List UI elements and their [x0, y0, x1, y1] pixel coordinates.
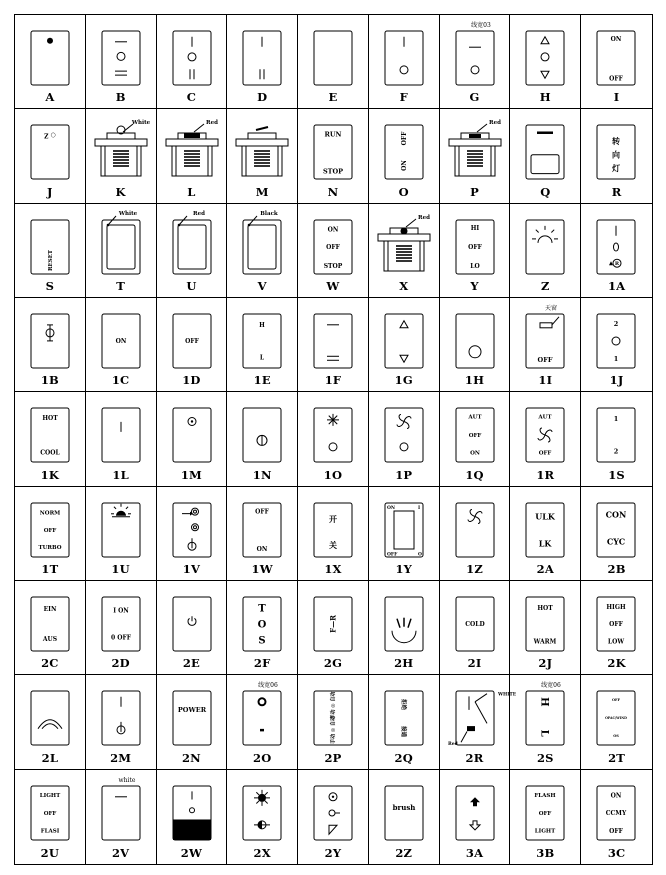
switch-legend-text: T — [258, 603, 267, 615]
switch-legend-text: OFF — [468, 433, 481, 440]
switch-legend-text: OFF — [612, 698, 621, 703]
switch-code-label: 1U — [111, 561, 130, 576]
switch-cell — [298, 109, 369, 203]
switch-legend-text: ○ Z — [44, 132, 56, 140]
switch-legend-text: F—R — [328, 615, 338, 633]
switch-code-label: M — [255, 184, 269, 199]
switch-code-label: 1D — [182, 373, 201, 388]
switch-cell — [440, 204, 511, 298]
switch-note: 线宽03 — [470, 22, 491, 29]
switch-code-label: 1M — [180, 467, 202, 482]
switch-cell — [15, 298, 86, 392]
switch-legend-text: 0 OFF — [110, 634, 131, 642]
switch-code-label: C — [186, 90, 197, 105]
svg-text:ON: ON — [386, 505, 395, 511]
switch-legend-text: L — [260, 354, 265, 362]
switch-cell — [510, 392, 581, 486]
switch-cell — [440, 675, 516, 769]
switch-cell — [15, 770, 86, 864]
switch-code-label: Y — [470, 278, 479, 293]
switch-legend-text: LIGHT — [39, 792, 61, 799]
switch-code-label: 1W — [251, 561, 273, 576]
switch-code-label: 1I — [538, 373, 553, 388]
switch-legend-text: FLASI — [40, 828, 60, 835]
switch-code-label: 1B — [40, 373, 59, 388]
switch-cell — [369, 581, 440, 675]
switch-legend-text: S — [258, 635, 266, 647]
switch-legend-text: H — [259, 321, 266, 329]
switch-legend-text: OFF — [609, 621, 624, 629]
switch-legend-text: POWER — [177, 706, 206, 715]
switch-code-label: 1P — [395, 467, 413, 482]
switch-code-label: B — [115, 90, 126, 105]
color-note: White — [118, 210, 137, 217]
switch-code-label: 2C — [41, 656, 59, 671]
switch-cell — [157, 204, 228, 298]
switch-legend-text: OFF — [609, 827, 624, 835]
switch-cell — [581, 392, 652, 486]
switch-code-label: 2V — [111, 845, 130, 860]
switch-legend-text: ON — [115, 338, 127, 346]
svg-text:O: O — [417, 552, 422, 558]
switch-cell — [86, 770, 157, 864]
switch-legend-text: OFF — [609, 75, 624, 83]
switch-note: 天窗 — [545, 305, 558, 312]
switch-legend-text: L — [538, 729, 550, 737]
switch-cell — [298, 675, 369, 769]
switch-code-label: 2I — [467, 656, 482, 671]
switch-code-label: 1R — [536, 467, 555, 482]
switch-cell — [369, 487, 440, 581]
switch-cell — [15, 581, 86, 675]
switch-cell — [157, 675, 228, 769]
switch-code-label: H — [539, 90, 551, 105]
switch-cell — [86, 109, 157, 203]
color-note: Red — [205, 120, 218, 127]
switch-code-label: 1Y — [395, 561, 413, 576]
switch-cell — [86, 15, 157, 109]
switch-legend-text: O — [257, 619, 267, 631]
switch-legend-text: CYC — [607, 536, 626, 547]
switch-legend-text: 2 — [613, 447, 619, 456]
switch-code-label: D — [257, 90, 268, 105]
switch-cell — [510, 298, 581, 392]
switch-cell — [440, 392, 511, 486]
switch-code-label: O — [398, 184, 409, 199]
switch-cell — [298, 581, 369, 675]
switch-cell — [369, 770, 440, 864]
switch-code-label: 2R — [465, 750, 484, 765]
switch-code-label: 1T — [41, 561, 59, 576]
switch-cell — [15, 675, 86, 769]
switch-code-label: 1C — [111, 373, 130, 388]
switch-code-label: 1H — [464, 373, 485, 388]
switch-legend-text: OFF — [400, 131, 408, 146]
switch-cell — [227, 770, 298, 864]
switch-code-label: 1K — [40, 467, 60, 482]
switch-legend-text: OFF — [537, 356, 553, 365]
switch-cell — [227, 581, 298, 675]
switch-legend-text: HOT — [42, 415, 58, 423]
switch-legend-text: TURBO — [38, 544, 62, 551]
color-note: Red — [417, 214, 430, 221]
switch-cell — [510, 15, 581, 109]
svg-text:Red: Red — [447, 742, 458, 748]
switch-legend-text: RESET — [47, 249, 54, 271]
switch-code-label: 1V — [182, 561, 201, 576]
switch-cell — [369, 675, 440, 769]
switch-legend-text: EIN — [43, 605, 57, 613]
switch-legend-text: CCMY — [605, 809, 627, 817]
switch-code-label: L — [187, 184, 196, 199]
switch-code-label: N — [327, 184, 339, 199]
switch-code-label: 2J — [538, 656, 553, 671]
switch-legend-text: ON — [469, 451, 480, 458]
switch-cell — [157, 487, 228, 581]
switch-cell — [86, 204, 157, 298]
switch-cell — [86, 392, 157, 486]
switch-legend-text: ON — [256, 545, 268, 553]
switch-legend-text: NORM — [39, 510, 61, 517]
switch-code-label: 2Y — [324, 845, 342, 860]
switch-legend-text: OFF — [539, 451, 552, 458]
switch-cell — [298, 15, 369, 109]
switch-code-label: 1F — [324, 373, 342, 388]
switch-code-label: 2T — [608, 750, 626, 765]
switch-legend-text: RUN — [324, 130, 342, 139]
switch-code-label: T — [116, 278, 126, 293]
switch-code-label: 2B — [607, 561, 626, 576]
switch-code-label: 2P — [324, 750, 342, 765]
switch-legend-text: 关 — [329, 539, 338, 550]
switch-code-label: V — [257, 278, 267, 293]
switch-cell — [440, 15, 511, 109]
color-note: Red — [192, 210, 205, 217]
switch-legend-text: ON — [400, 160, 408, 172]
svg-text:I: I — [417, 505, 420, 511]
switch-legend-text: brush — [392, 802, 416, 812]
switch-cell — [15, 15, 86, 109]
svg-text:OFF: OFF — [386, 552, 398, 558]
switch-code-label: K — [115, 184, 126, 199]
switch-code-label: 2H — [394, 656, 414, 671]
switch-note: 线宽06 — [258, 682, 279, 690]
switch-code-label: 1Z — [466, 561, 483, 576]
switch-code-label: 2L — [41, 750, 59, 765]
switch-legend-text: OFF — [255, 508, 270, 516]
switch-code-label: Q — [540, 184, 551, 199]
switch-code-label: 2U — [40, 845, 60, 860]
svg-text:R: R — [615, 260, 620, 267]
switch-code-label: 1O — [323, 467, 343, 482]
switch-legend-text: COOL — [40, 449, 60, 457]
switch-code-label: E — [328, 90, 338, 105]
switch-code-label: 1Q — [465, 467, 484, 482]
switch-legend-text: OFF — [326, 243, 340, 251]
switch-catalog-sheet — [14, 14, 653, 865]
switch-legend-text: AUT — [538, 414, 553, 421]
switch-code-label: 2G — [323, 656, 343, 671]
switch-cell — [510, 109, 581, 203]
switch-legend-text: COLD — [464, 621, 485, 629]
switch-cell — [581, 675, 652, 769]
switch-cell — [227, 298, 298, 392]
switch-cell — [227, 204, 298, 298]
switch-cell — [227, 15, 298, 109]
switch-code-label: 1J — [609, 373, 624, 388]
switch-cell — [298, 487, 369, 581]
switch-cell — [227, 109, 298, 203]
switch-code-label: 1N — [252, 467, 272, 482]
switch-legend-text: 手动 ◎ 自动 — [330, 716, 337, 745]
switch-cell — [157, 392, 228, 486]
switch-code-label: 2N — [181, 750, 201, 765]
switch-code-label: 1X — [324, 561, 342, 576]
switch-legend-text: 手动 ◎ 自动 — [330, 691, 337, 720]
switch-code-label: 2M — [110, 750, 132, 765]
switch-cell — [369, 15, 440, 109]
switch-cell — [298, 298, 369, 392]
switch-cell — [15, 204, 86, 298]
switch-legend-text: 1 — [613, 355, 619, 364]
switch-legend-text: STOP — [323, 168, 344, 177]
switch-code-label: 3A — [465, 845, 484, 860]
switch-code-label: R — [611, 184, 622, 199]
switch-legend-text: OPAC/WIND — [605, 716, 628, 721]
switch-legend-text: 开 — [329, 513, 338, 524]
switch-legend-text: 接通 — [399, 726, 406, 738]
switch-code-label: 1G — [394, 373, 413, 388]
switch-legend-text: OFF — [184, 338, 199, 346]
switch-cell — [86, 487, 157, 581]
switch-cell — [298, 204, 369, 298]
switch-code-label: 2E — [182, 656, 201, 671]
switch-cell — [369, 392, 440, 486]
switch-cell — [298, 392, 369, 486]
switch-legend-text: ON — [610, 36, 622, 44]
switch-cell — [298, 770, 369, 864]
switch-note: white — [118, 776, 136, 784]
switch-legend-text: HIGH — [606, 603, 626, 611]
switch-cell — [510, 770, 581, 864]
switch-cell — [15, 392, 86, 486]
switch-code-label: S — [45, 278, 55, 293]
switch-legend-text: 拒绝 — [399, 699, 406, 711]
switch-legend-text: OFF — [539, 810, 552, 817]
switch-legend-text: WARM — [534, 638, 557, 646]
switch-legend-text: ON — [610, 791, 622, 799]
switch-cell — [510, 487, 581, 581]
switch-cell — [581, 204, 652, 298]
switch-code-label: A — [45, 90, 55, 105]
switch-legend-text: 向 — [612, 149, 621, 160]
switch-cell — [157, 298, 228, 392]
color-note: Red — [488, 120, 501, 127]
switch-cell — [581, 109, 652, 203]
switch-code-label: 2F — [253, 656, 271, 671]
switch-cell — [581, 581, 652, 675]
switch-cell — [227, 392, 298, 486]
switch-code-label: 2A — [536, 561, 554, 576]
switch-cell — [157, 770, 228, 864]
switch-legend-text: ON — [327, 225, 339, 233]
switch-legend-text: OFF — [43, 810, 57, 817]
switch-legend-text: FLASH — [534, 792, 557, 799]
switch-cell — [440, 298, 511, 392]
switch-legend-text: LK — [539, 537, 552, 548]
switch-code-label: P — [470, 184, 479, 199]
switch-code-label: 1S — [608, 467, 625, 482]
switch-legend-text: ULK — [535, 510, 556, 521]
switch-legend-text: 灯 — [612, 163, 621, 174]
switch-cell — [440, 770, 511, 864]
switch-cell — [369, 109, 440, 203]
switch-code-label: F — [399, 90, 408, 105]
switch-legend-text: OFF — [43, 527, 57, 534]
switch-legend-text: 转 — [612, 136, 621, 147]
switch-cell — [157, 15, 228, 109]
switch-code-label: Z — [541, 278, 550, 293]
switch-cell — [440, 581, 511, 675]
switch-code-label: W — [326, 278, 340, 293]
switch-cell — [581, 770, 652, 864]
switch-cell — [440, 109, 511, 203]
switch-cell — [510, 204, 581, 298]
switch-code-label: 2S — [536, 750, 554, 765]
switch-cell — [227, 487, 298, 581]
switch-cell — [581, 487, 652, 581]
color-note: Black — [260, 210, 279, 217]
switch-legend-text: AUS — [42, 636, 58, 644]
switch-code-label: 3C — [607, 845, 626, 860]
switch-legend-text: 1 — [613, 415, 619, 424]
switch-code-label: 2D — [111, 656, 130, 671]
switch-cell — [581, 298, 652, 392]
switch-code-label: U — [186, 278, 197, 293]
switch-cell — [369, 204, 440, 298]
switch-cell — [86, 298, 157, 392]
switch-legend-text: OS — [613, 734, 620, 739]
switch-cell — [86, 675, 157, 769]
switch-code-label: 2X — [253, 845, 271, 860]
switch-legend-text: 2 — [613, 319, 619, 328]
switch-legend-text: LOW — [608, 638, 625, 646]
switch-code-label: 1E — [253, 373, 271, 388]
switch-cell — [581, 15, 652, 109]
switch-code-label: 2W — [180, 845, 203, 860]
svg-text:WHITE: WHITE — [497, 692, 516, 698]
switch-code-label: J — [47, 184, 53, 199]
switch-legend-text: I ON — [112, 607, 129, 615]
switch-code-label: X — [399, 278, 409, 293]
switch-cell — [157, 109, 228, 203]
switch-cell — [15, 109, 86, 203]
switch-grid — [15, 15, 652, 864]
switch-legend-text: CON — [605, 509, 627, 520]
switch-code-label: 2Z — [395, 845, 413, 860]
switch-note: 线宽06 — [541, 682, 562, 690]
switch-cell — [510, 581, 581, 675]
switch-cell — [440, 487, 511, 581]
switch-code-label: 1A — [607, 278, 626, 293]
switch-legend-text: LIGHT — [535, 828, 556, 835]
switch-cell — [369, 298, 440, 392]
switch-legend-text: OFF — [467, 243, 482, 251]
switch-code-label: 3B — [536, 845, 555, 860]
switch-cell — [227, 675, 298, 769]
switch-code-label: 2K — [607, 656, 626, 671]
switch-code-label: 2Q — [394, 750, 413, 765]
switch-code-label: G — [469, 90, 480, 105]
switch-cell — [157, 581, 228, 675]
switch-cell — [86, 581, 157, 675]
color-note: White — [131, 120, 150, 127]
switch-code-label: I — [613, 90, 620, 105]
switch-code-label: 1L — [112, 467, 129, 482]
switch-legend-text: AUT — [468, 414, 482, 421]
switch-code-label: 2O — [253, 750, 272, 765]
switch-legend-text: HI — [470, 224, 479, 232]
switch-legend-text: H — [538, 697, 550, 707]
switch-cell — [510, 675, 581, 769]
switch-cell — [15, 487, 86, 581]
switch-legend-text: LO — [469, 262, 480, 270]
switch-legend-text: HOT — [537, 604, 554, 612]
switch-legend-text: STOP — [323, 262, 343, 270]
